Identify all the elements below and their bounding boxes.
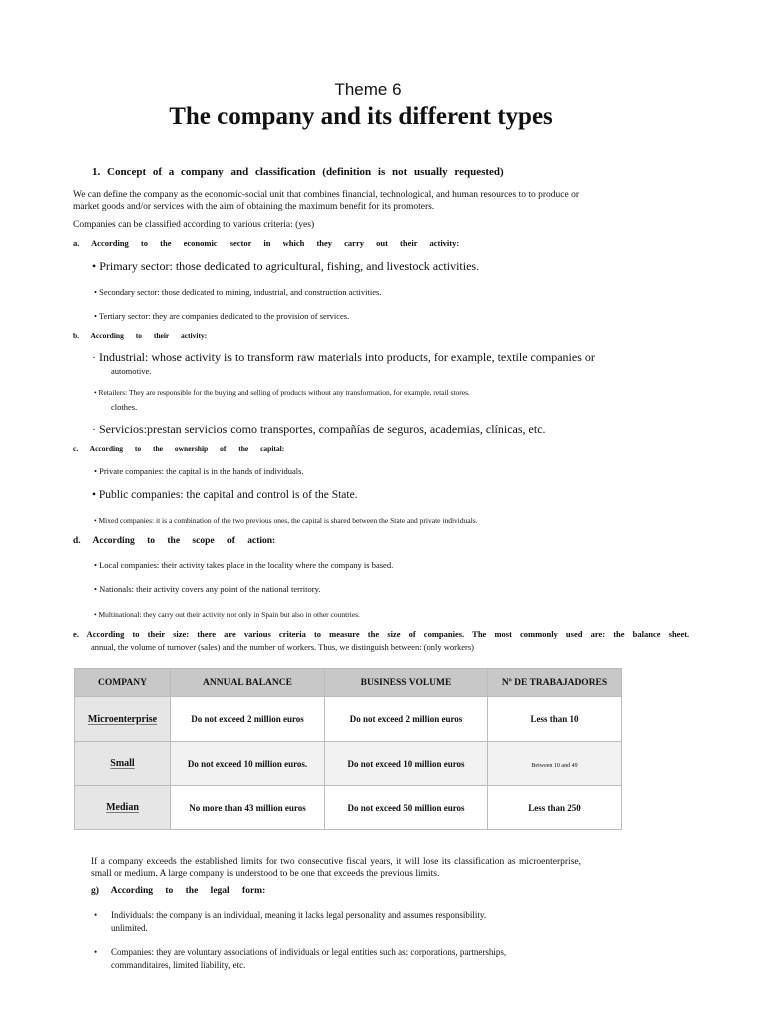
table-cell: Do not exceed 50 million euros <box>325 786 488 830</box>
category-c: c. According to the ownership of the capital: <box>73 444 285 453</box>
list-item-line: unlimited. <box>111 923 148 933</box>
list-item: · Industrial: whose activity is to transform raw materials into products, for example, textile companies or <box>92 350 595 364</box>
header-company: COMPANY <box>75 669 171 697</box>
table-row <box>75 697 622 742</box>
list-item <box>111 909 561 935</box>
table-cell: Microenterprise <box>75 697 171 742</box>
theme-label: Theme 6 <box>334 80 402 99</box>
list-item: • Nationals: their activity covers any point of the national territory. <box>94 584 321 594</box>
table-cell: Do not exceed 2 million euros <box>171 697 325 742</box>
list-item-continuation: clothes. <box>111 402 138 412</box>
table-cell: Do not exceed 10 million euros <box>325 742 488 786</box>
bullet: • <box>94 947 98 957</box>
table-cell: Do not exceed 10 million euros. <box>171 742 325 786</box>
category-g: g) According to the legal form: <box>91 886 266 896</box>
company-size-table <box>74 668 622 830</box>
list-item: · Servicios:prestan servicios como transportes, compañías de seguros, academias, clínicas, etc. <box>92 422 546 436</box>
criteria-text: Companies can be classified according to various criteria: (yes) <box>73 220 315 230</box>
category-a: a. According to the economic sector in which they carry out their activity: <box>73 238 460 248</box>
list-item-line: commanditaires, limited liability, etc. <box>111 960 246 970</box>
list-item-line: Companies: they are voluntary associations of individuals or legal entities such as: corporations, partnerships, <box>111 947 507 957</box>
bullet: • <box>94 910 98 920</box>
page-title: The company and its different types <box>169 103 553 130</box>
header-workers: Nº DE TRABAJADORES <box>488 669 622 697</box>
list-item: • Multinational: they carry out their activity not only in Spain but also in other countries. <box>94 610 360 619</box>
table-cell: Less than 10 <box>488 697 622 742</box>
list-item: • Tertiary sector: they are companies dedicated to the provision of services. <box>94 311 350 321</box>
list-item <box>111 946 561 972</box>
category-e: e. According to their size: there are various criteria to measure the size of companies. The most commonly used are: the balance sheet. <box>73 629 690 639</box>
category-d: d. According to the scope of action: <box>73 536 276 546</box>
list-item: • Mixed companies: it is a combination of the two previous ones, the capital is shared between the State and private individuals. <box>94 516 478 525</box>
list-item-continuation: automotive. <box>111 366 152 376</box>
header-business-volume: BUSINESS VOLUME <box>325 669 488 697</box>
table-row <box>75 742 622 786</box>
table-cell: Between 10 and 49 <box>488 742 622 786</box>
table-cell: Median <box>75 786 171 830</box>
table-cell: Do not exceed 2 million euros <box>325 697 488 742</box>
list-item: • Retailers: They are responsible for the buying and selling of products without any transformation, for example, retail stores. <box>94 388 470 397</box>
list-item: • Local companies: their activity takes place in the locality where the company is based. <box>94 560 394 570</box>
intro-paragraph: We can define the company as the economic-social unit that combines financial, technological, and human resources to to produce or market goods and/or services with the aim of obtaining the maximum benefit for its promoters. <box>73 190 579 212</box>
list-item: • Public companies: the capital and control is of the State. <box>92 489 358 501</box>
category-b: b. According to their activity: <box>73 331 208 340</box>
table-cell: Small <box>75 742 171 786</box>
header-annual-balance: ANNUAL BALANCE <box>171 669 325 697</box>
list-item: • Secondary sector: those dedicated to mining, industrial, and construction activities. <box>94 287 382 297</box>
footnote-paragraph: If a company exceeds the established limits for two consecutive fiscal years, it will lose its classification as microenterprise, small or medium. A large company is understood to be one that exceeds the previous limits. <box>91 857 581 879</box>
category-e-continuation: annual, the volume of turnover (sales) and the number of workers. Thus, we distinguish between: (only workers) <box>91 642 474 652</box>
list-item: • Private companies: the capital is in the hands of individuals. <box>94 466 304 476</box>
section-heading: 1. Concept of a company and classification (definition is not usually requested) <box>92 166 504 178</box>
table-cell: No more than 43 million euros <box>171 786 325 830</box>
table-header-row <box>75 669 622 697</box>
table-row <box>75 786 622 830</box>
list-item-line: Individuals: the company is an individual, meaning it lacks legal personality and assumes responsibility. <box>111 910 487 920</box>
table-cell: Less than 250 <box>488 786 622 830</box>
list-item: • Primary sector: those dedicated to agricultural, fishing, and livestock activities. <box>92 259 480 273</box>
